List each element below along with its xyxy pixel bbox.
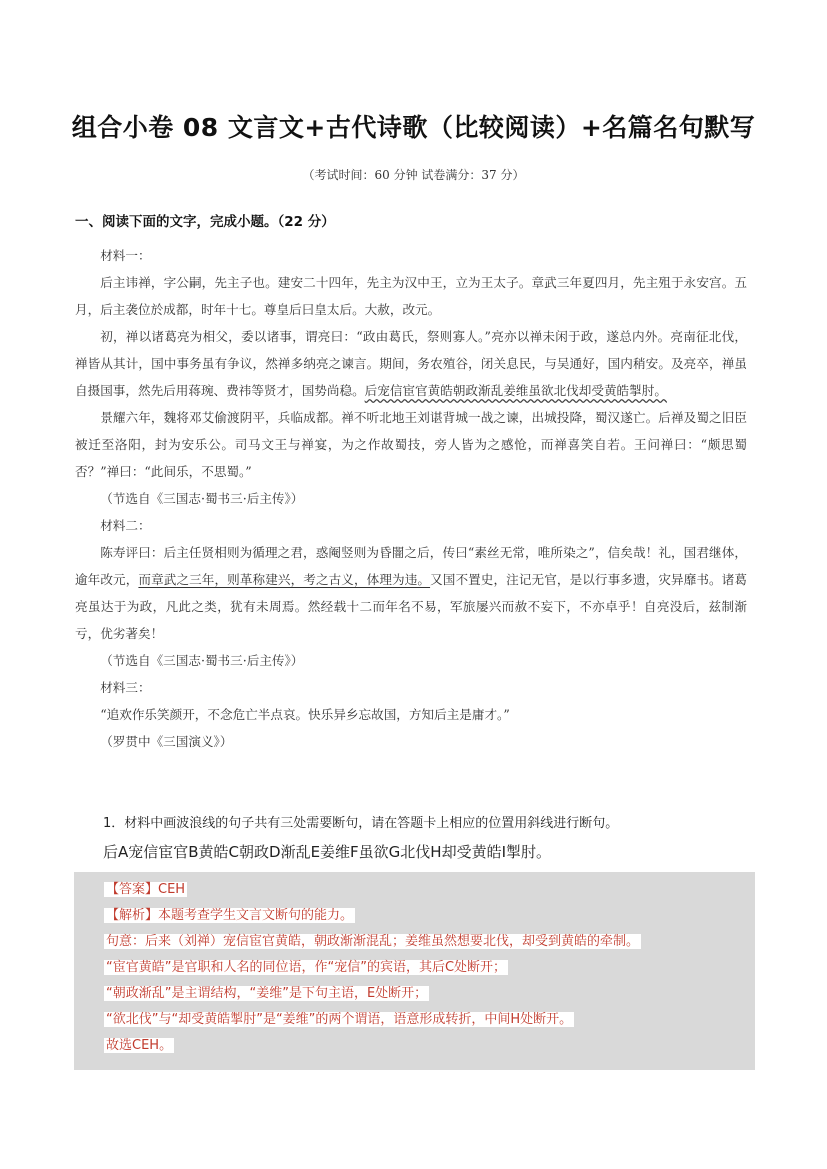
exam-info: （考试时间：60 分钟 试卷满分：37 分） (302, 168, 525, 182)
question-1 (103, 812, 753, 862)
material1-para1: 后主讳禅，字公嗣，先主子也。建安二十四年，先主为汉中王，立为王太子。章武三年夏四月，先主殂于永安宫。五月，后主袭位於成都，时年十七。尊皇后曰皇太后。大赦，改元。 (75, 275, 747, 317)
conclusion-line: 故选CEH。 (106, 1038, 173, 1053)
material1-para3: 景耀六年，魏将邓艾偷渡阴平，兵临成都。禅不听北地王刘谌背城一战之谏，出城投降，蜀汉遂亡。后禅及蜀之旧臣被迁至洛阳，封为安乐公。司马文王与禅宴，为之作故蜀技，旁人皆为之感怆，而禅喜笑自若。王问禅曰：“颇思蜀否？”禅曰：“此间乐，不思蜀。” (75, 410, 747, 479)
material1-para2 (75, 323, 747, 404)
material2-text-a: 陈寿评曰：后主任贤相则为循理之君，惑阉竖则为昏闇之后，传曰“素丝无常，唯所染之”，信矣哉！礼，国君继体，逾年改元， (75, 545, 747, 587)
material2-para1 (75, 539, 747, 647)
analysis-line: 【解析】本题考查学生文言文断句的能力。 (106, 908, 354, 923)
material1-para2-text: 初，禅以诸葛亮为相父，委以诸事，谓亮曰：“政由葛氏，祭则寡人。”亮亦以禅未闲于政，遂总内外。亮南征北伐，禅皆从其计，国中事务虽有争议，然禅多纳亮之谏言。期间，务农殖谷，闭关息民，与吴通好，国内稍安。及亮卒，禅虽自摄国事，然先后用蒋琬、费祎等贤才，国势尚稳。 (75, 329, 747, 398)
reading-passage (75, 242, 747, 755)
material3-label: 材料三： (100, 680, 151, 695)
analysis-line: “宦官黄皓”是官职和人名的同位语，作“宠信”的宾语，其后C处断开； (106, 960, 507, 975)
analysis-line: “欲北伐”与“却受黄皓掣肘”是“姜维”的两个谓语，语意形成转折，中间H处断开。 (106, 1012, 573, 1027)
material1-source: （节选自《三国志·蜀书三·后主传》） (100, 491, 304, 506)
analysis-line: 句意：后来（刘禅）宠信宦官黄皓，朝政渐渐混乱；姜维虽然想要北伐，却受到黄皓的牵制。 (106, 934, 640, 949)
page-title: 组合小卷 08 文言文+古代诗歌（比较阅读）+名篇名句默写 (71, 113, 756, 142)
answer-line: 【答案】CEH (106, 882, 186, 897)
material1-label: 材料一： (100, 248, 151, 263)
material2-text-b: 又国不置史，注记无官，是以行事多遗，灾异靡书。诸葛亮虽达于为政，凡此之类，犹有未周焉。然经载十二而年名不易，军旅屡兴而赦不妄下，不亦卓乎！自亮没后，兹制渐亏，优劣著矣！ (75, 572, 748, 641)
material2-source: （节选自《三国志·蜀书三·后主传》） (100, 653, 304, 668)
material3-source: （罗贯中《三国演义》） (100, 734, 233, 749)
material3-poem: “追欢作乐笑颜开，不念危亡半点哀。快乐异乡忘故国，方知后主是庸才。” (100, 707, 510, 722)
section-heading: 一、阅读下面的文字，完成小题。（22 分） (75, 214, 335, 230)
wavy-underlined-sentence: 后宠信宦官黄皓朝政渐乱姜维虽欲北伐却受黄皓掣肘。 (364, 383, 667, 398)
analysis-line: “朝政渐乱”是主谓结构，“姜维”是下句主语，E处断开； (106, 986, 428, 1001)
question-1-text: 1．材料中画波浪线的句子共有三处需要断句，请在答题卡上相应的位置用斜线进行断句。 (103, 816, 619, 831)
underlined-sentence: 而章武之三年，则革称建兴，考之古义，体理为违。 (138, 572, 431, 587)
answer-box (74, 872, 755, 1070)
question-1-options: 后A宠信宦官B黄皓C朝政D渐乱E姜维F虽欲G北伐H却受黄皓I掣肘。 (103, 843, 552, 861)
material2-label: 材料二： (100, 518, 151, 533)
